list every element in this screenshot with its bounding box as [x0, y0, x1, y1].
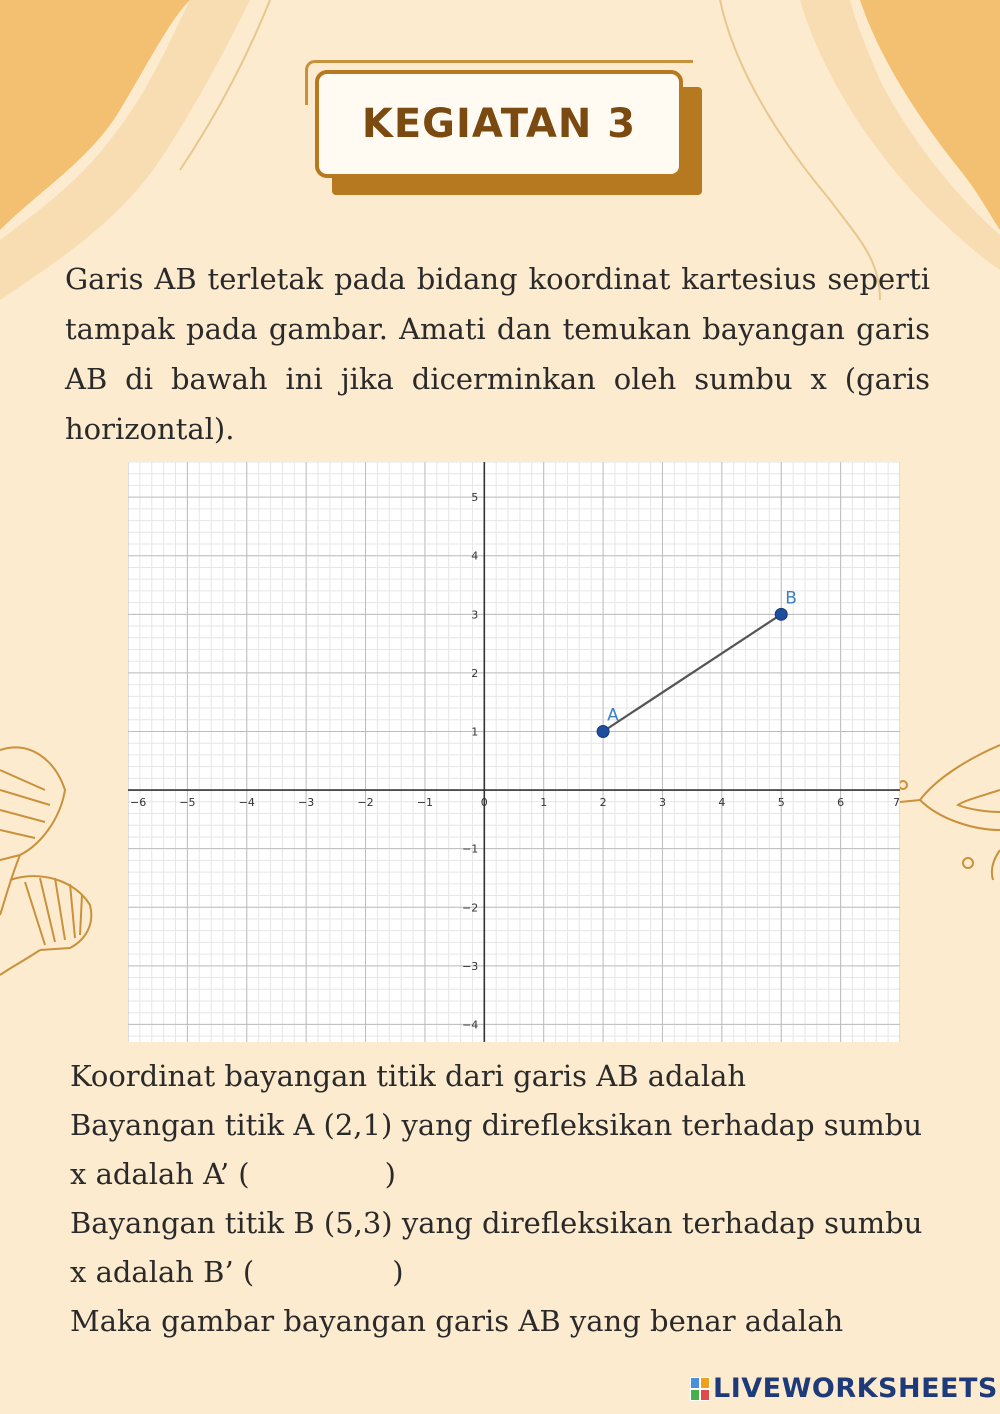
- y-tick-label: 2: [471, 666, 479, 680]
- y-tick-label: −4: [462, 1018, 479, 1032]
- y-tick-label: 5: [471, 491, 479, 505]
- y-tick-label: −2: [462, 901, 479, 915]
- x-tick-label: 0: [480, 796, 488, 810]
- y-tick-label: −3: [462, 959, 479, 973]
- point-label-b: B: [785, 588, 797, 609]
- cartesian-graph: [128, 462, 900, 1042]
- grid-minor: [128, 462, 900, 1042]
- question-line-5: [70, 1248, 404, 1297]
- y-tick-label: 4: [471, 549, 479, 563]
- ginkgo-leaf-icon: [899, 745, 1000, 880]
- question-line-3: [70, 1150, 396, 1199]
- x-tick-label: 6: [837, 796, 845, 810]
- x-tick-label: −2: [357, 796, 374, 810]
- logo-mark-cell: [700, 1377, 710, 1389]
- point-b: [775, 608, 787, 620]
- question-line-1: Koordinat bayangan titik dari garis AB adalah: [70, 1059, 747, 1093]
- y-tick-label: 1: [471, 725, 479, 739]
- axes: [128, 462, 900, 1042]
- y-tick-label: 3: [471, 608, 479, 622]
- b-prime-prefix: x adalah B’ (: [70, 1255, 255, 1289]
- x-tick-label: 4: [718, 796, 726, 810]
- grid-major: [128, 462, 900, 1042]
- x-tick-label: 5: [777, 796, 785, 810]
- x-tick-label: −5: [179, 796, 196, 810]
- a-prime-prefix: x adalah A’ (: [70, 1157, 250, 1191]
- x-tick-label: −3: [298, 796, 315, 810]
- b-prime-suffix: ): [392, 1255, 404, 1289]
- logo-mark-cell: [690, 1389, 700, 1401]
- x-tick-label: 2: [599, 796, 607, 810]
- question-line-4: Bayangan titik B (5,3) yang direfleksikan terhadap sumbu: [70, 1206, 923, 1240]
- tick-labels: [130, 491, 900, 1031]
- a-prime-suffix: ): [384, 1157, 396, 1191]
- point-a: [597, 725, 609, 737]
- x-tick-label: 7: [893, 796, 900, 810]
- y-tick-label: −1: [462, 842, 479, 856]
- intro-paragraph: Garis AB terletak pada bidang koordinat kartesius seperti tampak pada gambar. Amati dan temukan bayangan garis AB di bawah ini jika dicerminkan oleh sumbu x (garis horizontal).: [65, 262, 930, 446]
- ginkgo-leaf-icon: [0, 876, 91, 975]
- liveworksheets-logo[interactable]: [690, 1373, 998, 1404]
- page-title: KEGIATAN 3: [361, 101, 637, 147]
- logo-mark-icon: [690, 1377, 710, 1401]
- x-tick-label: −1: [416, 796, 434, 810]
- question-line-6: Maka gambar bayangan garis AB yang benar adalah: [70, 1304, 844, 1338]
- x-tick-label: −4: [238, 796, 255, 810]
- title-box: [315, 70, 683, 178]
- ginkgo-leaf-icon: [0, 747, 65, 915]
- x-tick-label: 3: [658, 796, 666, 810]
- logo-text: LIVEWORKSHEETS: [713, 1373, 998, 1404]
- x-tick-label: −6: [130, 796, 147, 810]
- point-label-a: A: [607, 705, 619, 726]
- x-tick-label: 1: [540, 796, 548, 810]
- title-banner: [305, 60, 705, 200]
- question-line-2: Bayangan titik A (2,1) yang direfleksikan terhadap sumbu: [70, 1108, 923, 1142]
- logo-mark-cell: [700, 1389, 710, 1401]
- logo-mark-cell: [690, 1377, 700, 1389]
